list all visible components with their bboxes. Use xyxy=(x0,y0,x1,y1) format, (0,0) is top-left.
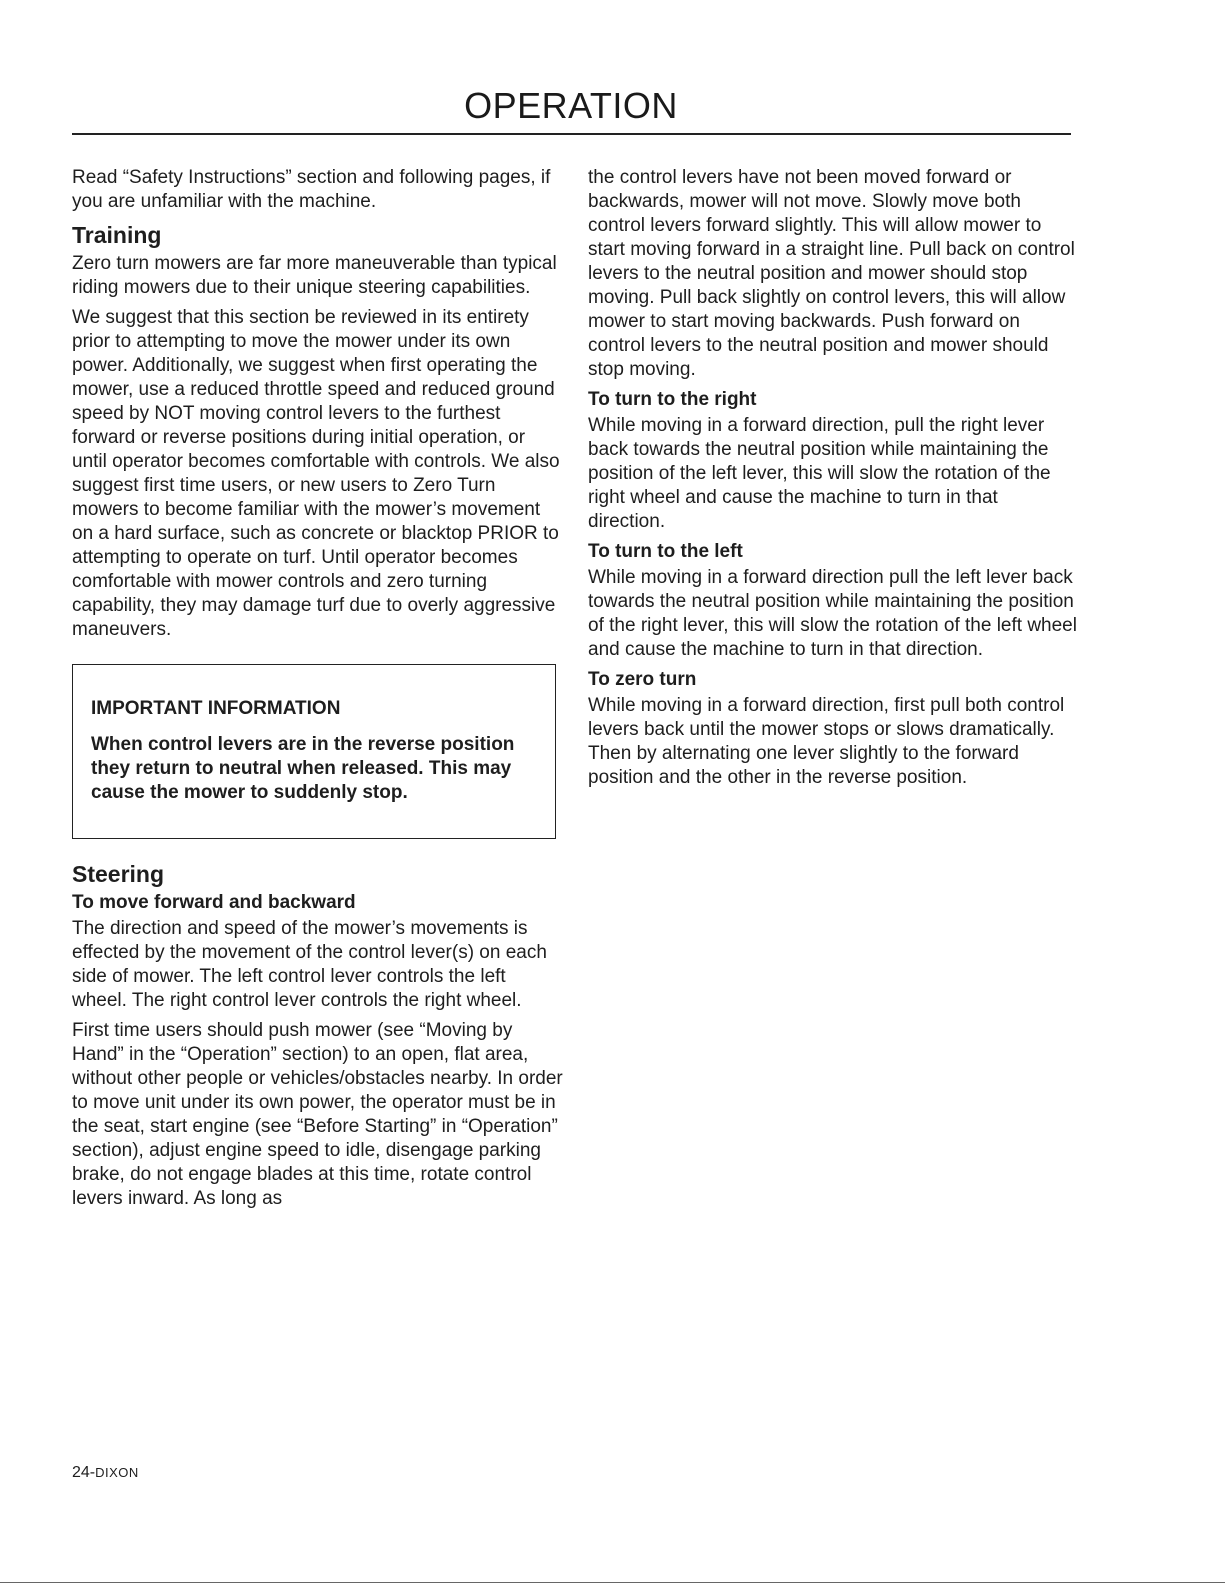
steering-heading: Steering xyxy=(72,861,165,887)
steering-paragraph-1: The direction and speed of the mower’s movements is effected by the movement of the control lever(s) on each side of mower. The left control lever controls the left wheel. The right control lever controls the right wheel. xyxy=(72,918,547,1011)
brand-name: DIXON xyxy=(95,1465,139,1480)
important-information-box xyxy=(72,664,556,839)
page-footer xyxy=(72,1464,139,1482)
steering-continued-paragraph: the control levers have not been moved forward or backwards, mower will not move. Slowly move both control levers forward slightly. This will allow mower to start moving forward in a straight line. Pull back on control levers to the neutral position and mower should stop moving. Pull back slightly on control levers, this will allow mower to start moving backwards. Push forward on control levers to the neutral position and mower should stop moving. xyxy=(588,167,1075,380)
turn-left-heading: To turn to the left xyxy=(588,541,743,562)
training-paragraph-1: Zero turn mowers are far more maneuverable than typical riding mowers due to their unique steering capabilities. xyxy=(72,253,557,298)
intro-paragraph: Read “Safety Instructions” section and following pages, if you are unfamiliar with the machine. xyxy=(72,167,551,212)
right-column xyxy=(588,166,1078,796)
training-heading: Training xyxy=(72,222,162,248)
turn-right-heading: To turn to the right xyxy=(588,389,757,410)
turn-right-paragraph: While moving in a forward direction, pull the right lever back towards the neutral position while maintaining the position of the left lever, this will slow the rotation of the right wheel and cause the machine to turn in that direction. xyxy=(588,415,1051,532)
notice-title: IMPORTANT INFORMATION xyxy=(91,698,341,719)
turn-left-paragraph: While moving in a forward direction pull the left lever back towards the neutral position while maintaining the position of the right lever, this will slow the rotation of the left wheel and cause the machine to turn in that direction. xyxy=(588,567,1077,660)
training-paragraph-2: We suggest that this section be reviewed in its entirety prior to attempting to move the mower under its own power. Additionally, we suggest when first operating the mower, use a reduced throttle speed and reduced ground speed by NOT moving control levers to the furthest forward or reverse positions during initial operation, or until operator becomes comfortable with controls. We also suggest first time users, or new users to Zero Turn mowers to become familiar with the mower’s movement on a hard surface, such as concrete or blacktop PRIOR to attempting to operate on turf. Until operator becomes comfortable with mower controls and zero turning capability, they may damage turf due to overly aggressive maneuvers. xyxy=(72,307,560,640)
move-forward-backward-heading: To move forward and backward xyxy=(72,892,356,913)
zero-turn-heading: To zero turn xyxy=(588,669,697,690)
zero-turn-paragraph: While moving in a forward direction, first pull both control levers back until the mower stops or slows dramatically. Then by alternating one lever slightly to the forward position and the other in the reverse position. xyxy=(588,695,1065,788)
steering-paragraph-2: First time users should push mower (see “Moving by Hand” in the “Operation” section) to an open, flat area, without other people or vehicles/obstacles nearby. In order to move unit under its own power, the operator must be in the seat, start engine (see “Before Starting” in “Operation” section), adjust engine speed to idle, disengage parking brake, do not engage blades at this time, rotate control levers inward. As long as xyxy=(72,1020,563,1209)
page-number: 24- xyxy=(72,1464,96,1481)
page-title: OPERATION xyxy=(464,85,678,126)
left-column xyxy=(72,166,564,1217)
notice-body: When control levers are in the reverse position they return to neutral when released. This may cause the mower to suddenly stop. xyxy=(91,734,515,803)
title-rule xyxy=(72,133,1071,135)
page-bottom-edge xyxy=(0,1582,1225,1583)
